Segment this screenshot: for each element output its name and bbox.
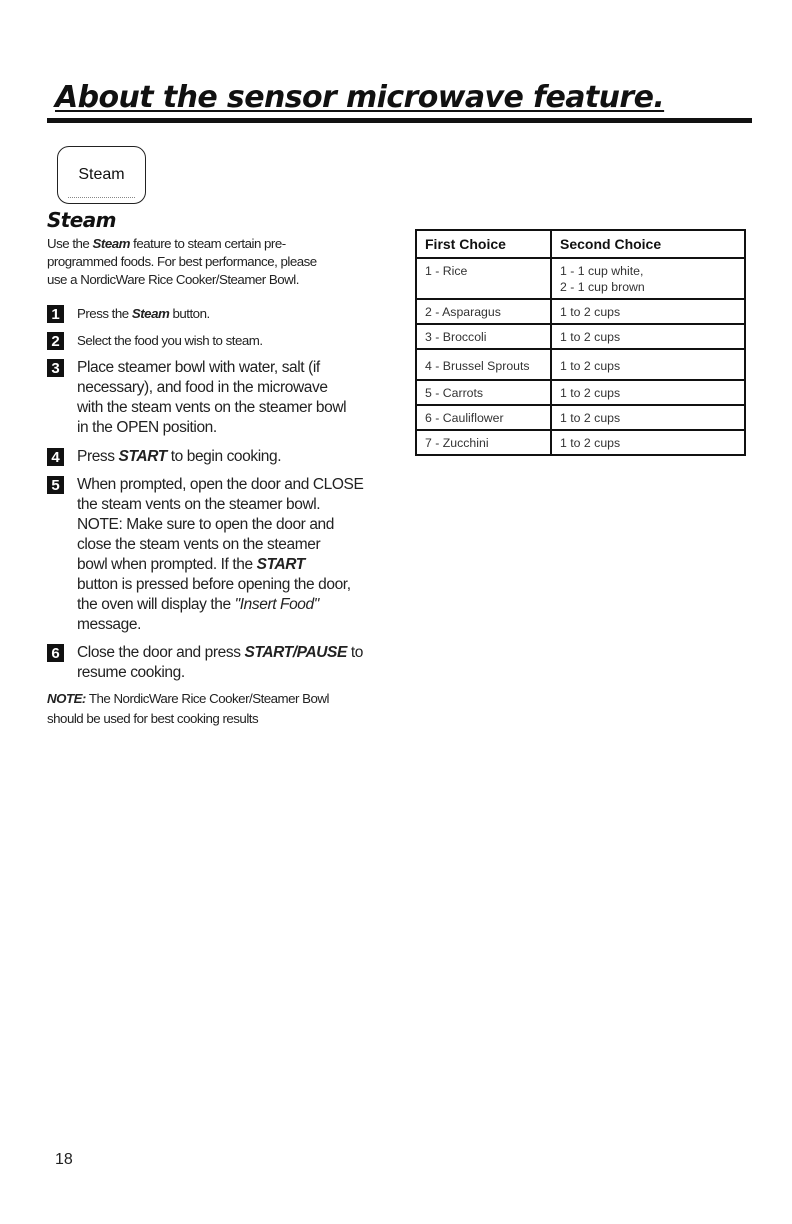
step-5-line7-prefix: the oven will display the [77,596,231,613]
step-4-suffix: to begin cooking. [170,448,282,465]
table-row [416,299,745,324]
column-header-first-choice: First Choice [416,230,551,258]
step-number-1: 1 [47,305,64,323]
title-rule [47,118,752,123]
second-choice-cell: 1 to 2 cups [551,299,745,324]
column-header-second-choice: Second Choice [551,230,745,258]
table-row [416,405,745,430]
intro-line2: programmed foods. For best performance, please [47,254,317,269]
first-choice-cell: 6 - Cauliflower [416,405,551,430]
step-1-bold: Steam [131,306,170,321]
intro-line1-rest: feature to steam certain pre- [133,236,286,251]
step-5-line: NOTE: Make sure to open the door and [77,516,335,533]
step-5-line: close the steam vents on the steamer [77,536,321,553]
table-row [416,324,745,349]
step-6-prefix: Close the door and press [77,644,241,661]
step-1-text [77,304,210,324]
second-choice-cell: 1 to 2 cups [551,324,745,349]
step-2 [47,331,263,351]
step-number-3: 3 [47,359,64,377]
step-5-line: the steam vents on the steamer bowl. [77,496,321,513]
step-5-line5-bold: START [256,556,305,573]
step-5 [47,475,363,635]
step-3-line: in the OPEN position. [77,419,217,436]
second-choice-line: 2 - 1 cup brown [560,280,645,294]
step-4 [47,447,281,467]
step-5-line7-italic: "Insert Food" [234,596,319,613]
step-6 [47,643,363,683]
table-row [416,349,745,380]
second-choice-line: 1 - 1 cup white, [560,264,644,278]
step-4-bold: START [118,448,167,465]
step-5-line [77,595,363,615]
table-row [416,430,745,455]
first-choice-cell: 4 - Brussel Sprouts [416,349,551,380]
second-choice-cell: 1 to 2 cups [551,349,745,380]
food-choice-table [415,229,746,456]
first-choice-cell: 1 - Rice [416,258,551,299]
step-number-5: 5 [47,476,64,494]
second-choice-cell: 1 to 2 cups [551,380,745,405]
step-3 [47,358,346,438]
step-6-text [77,643,363,683]
intro-feature: Steam [92,236,130,251]
second-choice-cell: 1 to 2 cups [551,405,745,430]
first-choice-cell: 2 - Asparagus [416,299,551,324]
step-number-6: 6 [47,644,64,662]
step-4-text [77,447,281,467]
step-2-text: Select the food you wish to steam. [77,333,263,348]
table-header-row [416,230,745,258]
second-choice-cell [551,258,745,299]
page-title: About the sensor microwave feature. [55,80,665,115]
step-number-2: 2 [47,332,64,350]
step-5-line: message. [77,616,141,633]
step-6-suffix: to [350,644,363,661]
steam-key-label: Steam [78,166,125,183]
step-3-line: with the steam vents on the steamer bowl [77,399,347,416]
steam-key-illustration [57,146,146,204]
step-5-line: When prompted, open the door and CLOSE [77,476,364,493]
step-5-line: button is pressed before opening the door, [77,576,351,593]
step-number-4: 4 [47,448,64,466]
section-heading: Steam [47,208,116,232]
step-4-prefix: Press [77,448,115,465]
step-1 [47,304,210,324]
step-6-line: resume cooking. [77,664,185,681]
step-6-bold: START/PAUSE [244,644,347,661]
intro-prefix: Use the [47,236,90,251]
note-label: NOTE: [47,691,86,706]
intro-line3: use a NordicWare Rice Cooker/Steamer Bowl. [47,272,299,287]
table-row [416,380,745,405]
step-1-suffix: button. [172,306,210,321]
step-5-text [77,475,363,635]
step-5-line [77,555,363,575]
intro-paragraph [47,235,392,289]
step-1-prefix: Press the [77,306,129,321]
table-row [416,258,745,299]
step-6-line [77,643,363,663]
step-3-text [77,358,346,438]
page-number: 18 [55,1151,73,1168]
note-line: The NordicWare Rice Cooker/Steamer Bowl [88,691,329,706]
first-choice-cell: 3 - Broccoli [416,324,551,349]
step-3-line: Place steamer bowl with water, salt (if [77,359,320,376]
first-choice-cell: 7 - Zucchini [416,430,551,455]
second-choice-cell: 1 to 2 cups [551,430,745,455]
step-3-line: necessary), and food in the microwave [77,379,328,396]
first-choice-cell: 5 - Carrots [416,380,551,405]
step-5-line5-prefix: bowl when prompted. If the [77,556,253,573]
note-line: should be used for best cooking results [47,711,259,726]
note [47,689,392,729]
